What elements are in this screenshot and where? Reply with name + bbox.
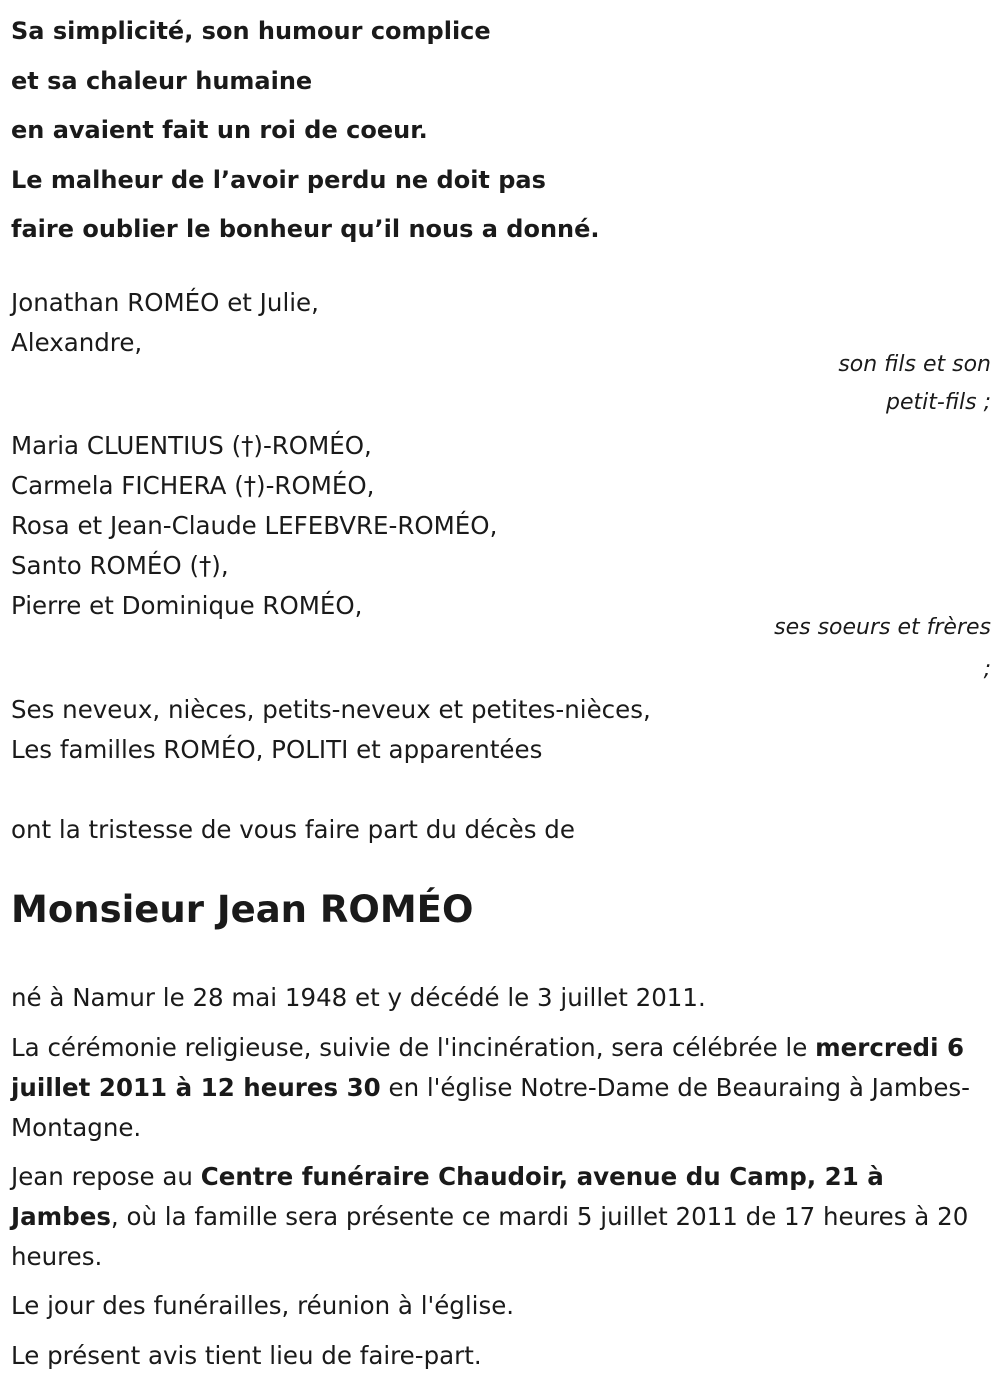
siblings-block (11, 426, 991, 689)
family-line: Alexandre, (11, 328, 143, 357)
poem-line: Sa simplicité, son humour complice (11, 17, 491, 45)
announcement: ont la tristesse de vous faire part du décès de (11, 815, 575, 844)
details-block (11, 978, 976, 1376)
obituary-notice (11, 0, 991, 1370)
poem-line: et sa chaleur humaine (11, 66, 313, 95)
relation-label: ses soeurs et frères (774, 615, 991, 640)
relation-label: son fils et son (838, 352, 991, 377)
visitation-info: Jean repose au Centre funéraire Chaudoir, avenue du Camp, 21 à Jambes, où la famille sera présente ce mardi 5 juillet 2011 de 17 heures à 20 heures. (11, 1162, 969, 1271)
birth-death: né à Namur le 28 mai 1948 et y décédé le 3 juillet 2011. (11, 983, 706, 1012)
relation-label: ; (983, 657, 991, 682)
family-line: Ses neveux, nièces, petits-neveux et petites-nièces, (11, 695, 651, 724)
family-line: Carmela FICHERA (†)-ROMÉO, (11, 471, 375, 500)
closing-note: Le présent avis tient lieu de faire-part. (11, 1341, 482, 1370)
family-line: Jonathan ROMÉO et Julie, (11, 288, 319, 317)
relation-label: petit-fils ; (886, 390, 991, 415)
poem-line: faire oublier le bonheur qu’il nous a donné. (11, 215, 600, 243)
family-line: Pierre et Dominique ROMÉO, (11, 591, 363, 620)
poem-line: en avaient fait un roi de coeur. (11, 116, 428, 144)
reunion-info: Le jour des funérailles, réunion à l'église. (11, 1291, 515, 1320)
children-block (11, 283, 991, 422)
poem-line: Le malheur de l’avoir perdu ne doit pas (11, 165, 546, 194)
family-line: Maria CLUENTIUS (†)-ROMÉO, (11, 431, 372, 460)
poem (11, 0, 991, 255)
ceremony-info: La cérémonie religieuse, suivie de l'incinération, sera célébrée le mercredi 6 juillet 2011 à 12 heures 30 en l'église Notre-Dame de Beauraing à Jambes-Montagne. (11, 1033, 970, 1142)
others-block (11, 690, 991, 770)
family-line: Santo ROMÉO (†), (11, 551, 229, 580)
family-line: Rosa et Jean-Claude LEFEBVRE-ROMÉO, (11, 511, 498, 540)
deceased-name: Monsieur Jean ROMÉO (11, 888, 474, 931)
family-line: Les familles ROMÉO, POLITI et apparentées (11, 735, 543, 764)
